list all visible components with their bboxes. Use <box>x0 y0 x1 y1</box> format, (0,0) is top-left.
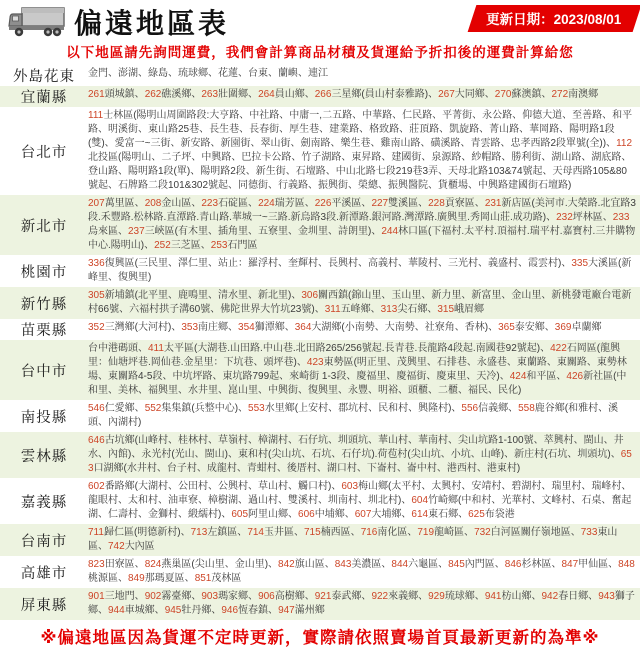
region-areas <box>88 588 640 620</box>
postal-code: 237 <box>128 226 145 237</box>
area-names: 烏來區、 <box>88 226 128 237</box>
area-names: 台中港碼頭、 <box>88 343 148 354</box>
area-names: 南澳鄉 <box>568 89 599 100</box>
area-names: 和平區、 <box>526 371 567 382</box>
region-label: 新竹縣 <box>20 296 68 313</box>
area-names: 口湖鄉(水井村、台子村、成龍村、青蚶村、後厝村、湖口村、下崙村、崙中村、港西村、港東村) <box>93 463 521 474</box>
postal-code: 264 <box>258 89 275 100</box>
area-names: 車城鄉、 <box>124 605 165 616</box>
area-names: 春日鄉、 <box>558 591 599 602</box>
region-areas <box>88 195 640 255</box>
area-names: 復興區(三民里、澤仁里、站止：羅浮村、奎輝村、長興村、高義村、華陵村、三光村、義盛村、霞雲村)、 <box>104 258 572 269</box>
area-names: 恆春鎮、 <box>238 605 279 616</box>
area-names: 琉球鄉、 <box>444 591 485 602</box>
area-names: 東石鄉、 <box>428 509 469 520</box>
postal-code: 922 <box>371 591 389 602</box>
area-names: 峨眉鄉 <box>454 304 485 315</box>
region-label: 雲林縣 <box>20 448 68 465</box>
area-names: 三芝區、 <box>170 240 211 251</box>
table-row <box>0 287 640 319</box>
area-names: 卓蘭鄉 <box>571 322 602 333</box>
area-names: 甲仙區、 <box>578 559 619 570</box>
postal-code: 604 <box>411 495 429 506</box>
region-areas <box>88 524 640 556</box>
postal-code: 742 <box>108 541 125 552</box>
area-names: 石岡區(龍興里：仙塘坪巷.岡仙巷.金星里：下坑巷、頭坪巷)、 <box>88 343 621 368</box>
table-row <box>0 556 640 588</box>
region-label: 屏東縣 <box>20 597 68 614</box>
table-row <box>0 478 640 524</box>
postal-code: 266 <box>314 89 332 100</box>
postal-code: 311 <box>324 304 341 315</box>
postal-code: 711 <box>88 527 104 538</box>
area-names: 番路鄉(大湖村、公田村、公興村、草山村、觸口村)、 <box>104 481 342 492</box>
postal-code: 614 <box>411 509 429 520</box>
postal-code: 902 <box>144 591 162 602</box>
area-names: 平溪區、 <box>331 198 372 209</box>
postal-code: 716 <box>360 527 378 538</box>
area-names: 瑪家鄉、 <box>218 591 259 602</box>
area-names: 東山區、 <box>88 527 618 552</box>
postal-code: 228 <box>428 198 445 209</box>
postal-code: 732 <box>474 527 491 538</box>
region-label: 外島花東 <box>13 69 75 85</box>
area-names: 雙溪區、 <box>388 198 429 209</box>
postal-code: 208 <box>144 198 162 209</box>
postal-code: 653 <box>88 449 632 474</box>
area-names: 壯圍鄉、 <box>218 89 259 100</box>
postal-code: 921 <box>314 591 332 602</box>
region-label: 嘉義縣 <box>20 494 68 511</box>
area-names: 獅潭鄉、 <box>254 322 295 333</box>
area-names: 林口區(下福村.太平村.頂福村.瑞平村.嘉寶村.三井購物中心.陽明山)、 <box>88 226 636 251</box>
postal-code: 646 <box>88 435 105 446</box>
postal-code: 714 <box>247 527 264 538</box>
area-names: 大湖鄉(小南勢、大南勢、社寮角、香林)、 <box>311 322 499 333</box>
postal-code: 226 <box>314 198 332 209</box>
region-label: 桃園市 <box>20 264 68 281</box>
region-areas <box>88 319 640 340</box>
area-names: 東勢區(明正里、茂興里、石排巷、永盛巷、東蘭路、東關路、東勢林場、東關路4-5段、中坑坪路、東坑路799起、來崎街 1-3段、慶福里、慶福街、慶東里、天冷)、 <box>88 357 627 382</box>
area-names: 杉林區、 <box>521 559 562 570</box>
area-names: 石門區 <box>227 240 258 251</box>
postal-code: 942 <box>541 591 559 602</box>
postal-code: 843 <box>334 559 352 570</box>
postal-code: 270 <box>494 89 512 100</box>
area-names: 頭城鎮、 <box>104 89 145 100</box>
postal-code: 354 <box>238 322 255 333</box>
area-names: 茂林區 <box>211 573 242 584</box>
area-names: 滿州鄉 <box>294 605 325 616</box>
region-label: 苗栗縣 <box>20 323 68 339</box>
area-names: 南庄鄉、 <box>198 322 239 333</box>
postal-code: 602 <box>88 481 105 492</box>
postal-code: 252 <box>154 240 171 251</box>
postal-code: 426 <box>566 371 584 382</box>
region-areas <box>88 255 640 287</box>
postal-code: 369 <box>554 322 572 333</box>
region-areas <box>88 287 640 319</box>
area-names: 白河區關仔嶺地區、 <box>490 527 581 538</box>
postal-code: 625 <box>468 509 485 520</box>
postal-code: 929 <box>428 591 445 602</box>
area-names: 那瑪夏區、 <box>144 573 195 584</box>
area-names: 金山區、 <box>161 198 202 209</box>
postal-code: 901 <box>88 591 105 602</box>
postal-code: 906 <box>258 591 275 602</box>
area-names: 田寮區、 <box>104 559 145 570</box>
area-names: 左鎮區、 <box>207 527 248 538</box>
area-names: 六龜區、 <box>408 559 449 570</box>
area-names: 北投區(陽明山、二子坪、中興路、巴拉卡公路、竹子湖路、東昇路、建國街、泉源路、紗帽路、勝利街、湖山路、湖底路、登山路、陽明路1段(單)、陽明路2段、新生街、石壇路、中山北路七段219巷3弄、天母北路103&74號起、天母西路105&80號起、石牌路二段101&302號起、同德街、行義路、振興街、榮總、振興醫院、貨櫃場、中興路建國街石壇路) <box>88 152 632 191</box>
table-row <box>0 524 640 556</box>
area-names: 旗山區、 <box>294 559 335 570</box>
update-date-badge <box>468 5 640 32</box>
area-names: 萬里區、 <box>104 198 145 209</box>
table-row <box>0 588 640 620</box>
footer-note: ※偏遠地區因為貨運不定時更新，實際請依照賣場首頁最新更新的為準※ <box>40 629 600 647</box>
postal-code: 606 <box>298 509 315 520</box>
area-names: 新埔鎮(北平里、鹿鳴里、清水里、新北里)、 <box>104 290 302 301</box>
area-names: 三灣鄉(大河村)、 <box>104 322 182 333</box>
postal-code: 849 <box>128 573 145 584</box>
area-names: 燕巢區(尖山里、金山里)、 <box>161 559 279 570</box>
postal-code: 261 <box>88 89 105 100</box>
postal-code: 823 <box>88 559 105 570</box>
postal-code: 847 <box>561 559 579 570</box>
region-label: 台中市 <box>20 363 68 380</box>
table-row <box>0 400 640 432</box>
area-names: 獅子鄉、 <box>88 591 635 616</box>
shipping-notice: 以下地區請先詢問運費，我們會計算商品材積及貨運給予折扣後的運費計算給您 <box>66 45 574 60</box>
postal-code: 315 <box>437 304 455 315</box>
postal-code: 558 <box>518 403 535 414</box>
region-label: 宜蘭縣 <box>20 90 68 106</box>
region-label: 台南市 <box>20 533 68 550</box>
region-label: 高雄市 <box>20 565 68 582</box>
postal-code: 851 <box>194 573 212 584</box>
area-names: 仁愛鄉、 <box>104 403 145 414</box>
area-names: 三星鄉(員山村泰雅路)、 <box>331 89 439 100</box>
region-areas <box>88 478 640 524</box>
area-names: 南化區、 <box>377 527 418 538</box>
area-names: 五峰鄉、 <box>340 304 381 315</box>
area-names: 高樹鄉、 <box>274 591 315 602</box>
area-names: 歸仁區(明德新村)、 <box>103 527 191 538</box>
area-names: 古坑鄉(山峰村、桂林村、草嶺村、樟湖村、石仔坑、圳頭坑、華山村、華南村、尖山坑路1-100號、萃興村、閩山、井水、內館)、永光村(光山、閩山)、東和村(尖山坑、石坑、石仔坑).荷苞村(尖山坑、小坑、山峰)、新庄村(石坑、圳頭坑)、 <box>88 435 624 460</box>
postal-code: 267 <box>438 89 455 100</box>
postal-code: 846 <box>504 559 522 570</box>
postal-code: 947 <box>278 605 295 616</box>
postal-code: 305 <box>88 290 105 301</box>
postal-code: 313 <box>380 304 398 315</box>
page-title: 偏遠地區表 <box>74 8 230 39</box>
postal-code: 715 <box>304 527 321 538</box>
postal-code: 224 <box>258 198 275 209</box>
region-label: 新北市 <box>20 218 68 235</box>
postal-code: 262 <box>144 89 162 100</box>
region-areas <box>88 86 640 107</box>
postal-code: 605 <box>231 509 249 520</box>
truck-icon <box>8 6 66 38</box>
table-row <box>0 255 640 287</box>
area-names: 布袋港 <box>484 509 515 520</box>
postal-code: 848 <box>618 559 635 570</box>
postal-code: 272 <box>551 89 569 100</box>
area-names: 太平區(大湖巷.山田路.中山巷.北田路265/256號起.長青巷.長龍路4段起.南國巷92號起)、 <box>163 343 551 354</box>
area-names: 枋山鄉、 <box>501 591 542 602</box>
area-names: 石碇區、 <box>218 198 259 209</box>
postal-code: 306 <box>301 290 319 301</box>
area-names: 三地門、 <box>104 591 145 602</box>
area-names: 竹崎鄉(中和村、光華村、文峰村、石桌、奮起湖、仁壽村、金獅村、緞繻村)、 <box>88 495 632 520</box>
area-names: 關西鎮(錦山里、玉山里、新力里、新富里、金山里、新桃發電廠台電新村66號、六福村拱子溝60號、佛陀世界大竹坑23號)、 <box>88 290 632 315</box>
postal-code: 227 <box>371 198 389 209</box>
area-names: 金門、澎湖、綠島、琉球鄉、花蓮、台東、蘭嶼、連江 <box>88 68 328 79</box>
postal-code: 423 <box>306 357 324 368</box>
postal-code: 263 <box>201 89 219 100</box>
region-areas <box>88 107 640 195</box>
postal-code: 603 <box>341 481 359 492</box>
region-table <box>0 65 640 620</box>
postal-code: 112 <box>616 138 633 149</box>
postal-code: 353 <box>181 322 199 333</box>
postal-code: 553 <box>248 403 265 414</box>
area-names: 大埔鄉、 <box>371 509 412 520</box>
postal-code: 845 <box>448 559 465 570</box>
postal-code: 422 <box>550 343 567 354</box>
postal-code: 946 <box>221 605 239 616</box>
postal-code: 352 <box>88 322 105 333</box>
area-names: 來義鄉、 <box>388 591 429 602</box>
postal-code: 111 <box>88 110 104 121</box>
postal-code: 842 <box>278 559 295 570</box>
postal-code: 233 <box>612 212 630 223</box>
region-label: 南投縣 <box>20 409 68 426</box>
postal-code: 844 <box>391 559 409 570</box>
postal-code: 231 <box>484 198 502 209</box>
area-names: 玉井區、 <box>264 527 304 538</box>
region-areas <box>88 556 640 588</box>
area-names: 中埔鄉、 <box>314 509 355 520</box>
region-areas <box>88 400 640 432</box>
postal-code: 903 <box>201 591 219 602</box>
area-names: 梅山鄉(太平村、太興村、安靖村、碧湖村、瑞里村、瑞峰村、龍眼村、太和村、油車寮、樟樹湖、過山村、雙溪村、圳南村、圳北村)、 <box>88 481 632 506</box>
area-names: 泰安鄉、 <box>514 322 555 333</box>
region-areas <box>88 340 640 400</box>
area-names: 內門區、 <box>464 559 505 570</box>
area-names: 礁溪鄉、 <box>161 89 202 100</box>
postal-code: 719 <box>417 527 435 538</box>
area-names: 信義鄉、 <box>478 403 519 414</box>
postal-code: 411 <box>148 343 164 354</box>
postal-code: 941 <box>484 591 502 602</box>
region-areas <box>88 65 640 86</box>
table-row <box>0 86 640 107</box>
area-names: 牡丹鄉、 <box>181 605 222 616</box>
area-names: 集集鎮(兵整中心)、 <box>161 403 249 414</box>
table-row <box>0 107 640 195</box>
postal-code: 223 <box>201 198 219 209</box>
area-names: 霧臺鄉、 <box>161 591 202 602</box>
area-names: 三峽區(有木里、插角里、五寮里、金圳里、詩朗里)、 <box>144 226 382 237</box>
postal-code: 733 <box>580 527 598 538</box>
region-label: 台北市 <box>20 144 68 161</box>
area-names: 新社區(中和里、美林、福興里、水井里、崑山里、中興街、復興里、永豐、明裕、頭櫃、二櫃、福民、民化) <box>88 371 627 396</box>
postal-code: 424 <box>509 371 527 382</box>
postal-code: 944 <box>108 605 125 616</box>
area-names: 龍崎區、 <box>434 527 475 538</box>
postal-code: 713 <box>190 527 208 538</box>
area-names: 員山鄉、 <box>274 89 315 100</box>
area-names: 鹿谷鄉(和雅村、溪頭、內湖村) <box>88 403 619 428</box>
area-names: 泰武鄉、 <box>331 591 372 602</box>
table-row <box>0 340 640 400</box>
postal-code: 253 <box>210 240 228 251</box>
postal-code: 365 <box>498 322 515 333</box>
postal-code: 943 <box>598 591 615 602</box>
postal-code: 824 <box>144 559 162 570</box>
page-header <box>0 0 640 38</box>
postal-code: 546 <box>88 403 105 414</box>
table-row <box>0 195 640 255</box>
postal-code: 552 <box>144 403 162 414</box>
postal-code: 556 <box>461 403 479 414</box>
postal-code: 232 <box>556 212 573 223</box>
area-names: 大溪區(新峰里、復興里) <box>88 258 632 283</box>
area-names: 士林區(陽明山周圍路段:大亨路、中社路、中庸一,二五路、中華路、仁民路、平菁街、永公路、仰德大道、至善路、和平路、明溪街、東山路25巷、長生巷、長春街、厚生巷、建業路、格致路、莊頂路、凱旋路、菁山路、華岡路、陽明路1段(雙)、愛富一~三街、新安路、新園街、翠山街、劍南路、樂生巷、雞南山路、磺溪路、青雲路、忠孝西路2段單號(全))、 <box>88 110 633 149</box>
table-row <box>0 65 640 86</box>
postal-code: 207 <box>88 198 105 209</box>
postal-code: 607 <box>354 509 372 520</box>
area-names: 坪林區、 <box>572 212 613 223</box>
postal-code: 244 <box>381 226 399 237</box>
area-names: 新店區(美河市.大榮路.北宜路3段.禾豐路.松林路.直潭路.青山路.華城一~三路.新烏路3段.新潭路.銀河路.灣潭路.廣興里.秀岡山莊.成功路)、 <box>88 198 636 223</box>
area-names: 貢寮區、 <box>444 198 485 209</box>
area-names: 蘇澳鎮、 <box>511 89 552 100</box>
postal-code: 335 <box>571 258 589 269</box>
area-names: 尖石鄉、 <box>397 304 438 315</box>
area-names: 桃源區、 <box>88 573 128 584</box>
area-names: 大內區 <box>124 541 155 552</box>
area-names: 水里鄉(上安村、郡坑村、民和村、興隆村)、 <box>264 403 462 414</box>
update-date-text: 更新日期：2023/08/01 <box>486 12 622 27</box>
table-row <box>0 319 640 340</box>
postal-code: 336 <box>88 258 105 269</box>
area-names: 瑞芳區、 <box>274 198 315 209</box>
postal-code: 945 <box>164 605 182 616</box>
area-names: 阿里山鄉、 <box>248 509 299 520</box>
postal-code: 364 <box>294 322 312 333</box>
area-names: 楠西區、 <box>320 527 361 538</box>
region-areas <box>88 432 640 478</box>
area-names: 大同鄉、 <box>454 89 495 100</box>
table-row <box>0 432 640 478</box>
area-names: 美濃區、 <box>351 559 392 570</box>
